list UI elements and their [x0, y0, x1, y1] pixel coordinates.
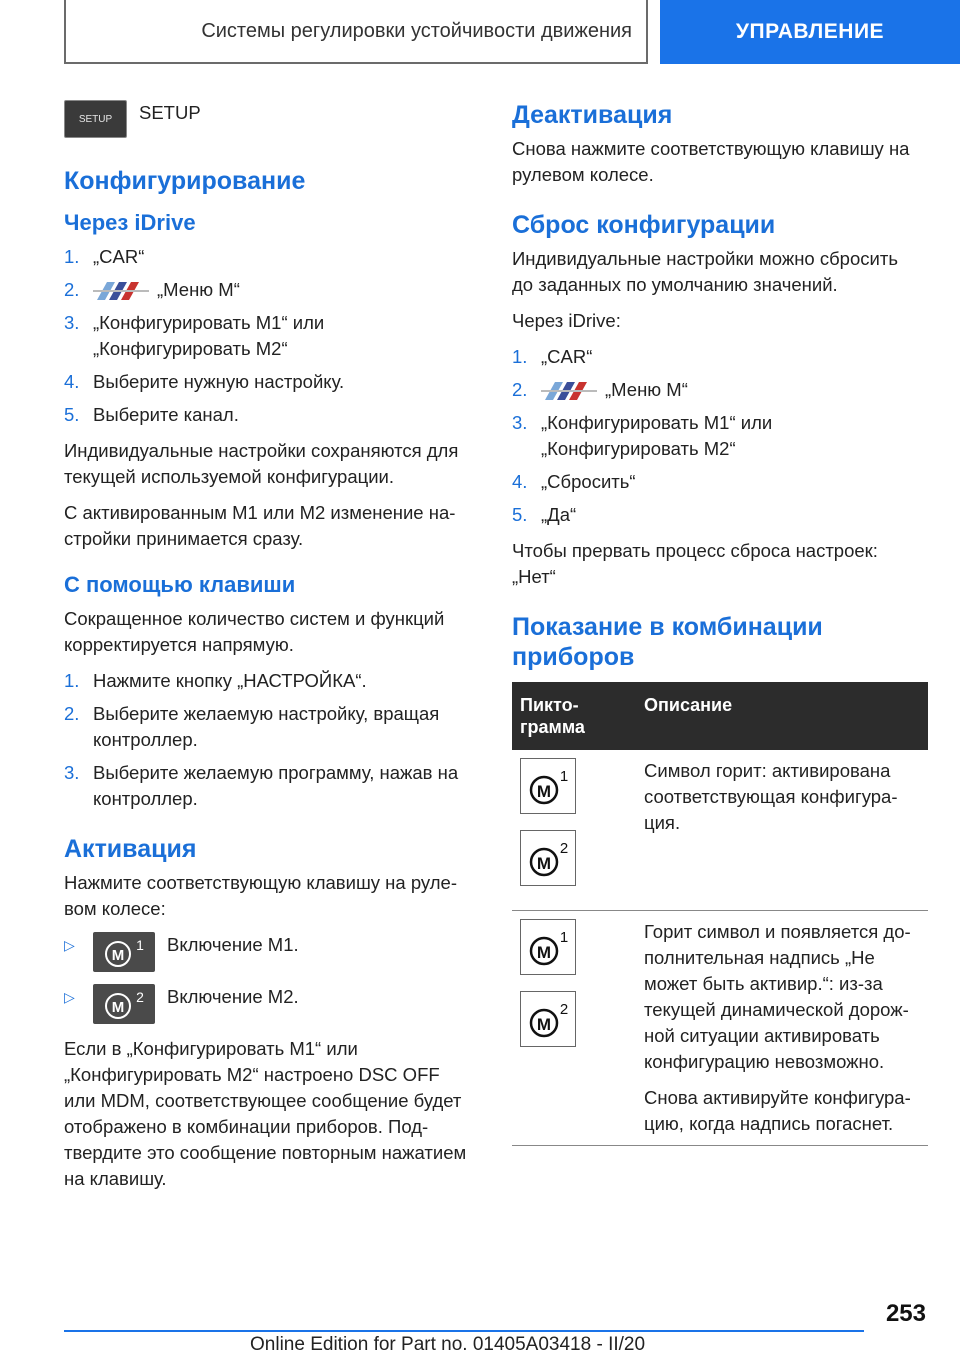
setup-label: SETUP: [139, 102, 201, 123]
paragraph: Индивидуальные настройки сохраняются для текущей используемой конфигурации.: [64, 440, 459, 487]
svg-text:M: M: [536, 854, 552, 873]
m2-pictogram-icon: [520, 991, 576, 1047]
paragraph: Чтобы прервать процесс сброса настроек: „Нет“: [512, 540, 878, 587]
heading-via-idrive: Через iDrive: [64, 210, 196, 235]
m-menu-icon: [541, 382, 597, 400]
heading-deactivation: Деактивация: [512, 101, 673, 129]
svg-text:M: M: [536, 782, 552, 801]
paragraph: Нажмите соответствующую клавишу на руле-вом колесе:: [64, 872, 457, 919]
svg-text:2: 2: [136, 989, 144, 1005]
list-item: 3. „Конфигурировать M1“ или „Конфигурировать M2“: [512, 412, 773, 459]
activate-m1-text: Включение M1.: [167, 934, 299, 955]
m2-key-icon: [93, 984, 155, 1024]
reset-steps-list: [512, 344, 924, 528]
left-column: [64, 100, 476, 1202]
list-item: 1. „CAR“: [64, 246, 145, 267]
setup-button-icon: SETUP: [64, 100, 127, 138]
footer-divider: [64, 1330, 864, 1332]
svg-text:M: M: [111, 947, 125, 964]
heading-configuration: Конфигурирование: [64, 167, 306, 195]
heading-reset: Сброс конфигурации: [512, 211, 776, 239]
table-cell-description: Снова активируйте конфигура-цию, когда надпись погаснет.: [644, 1087, 911, 1134]
triangle-bullet-icon: ▷: [64, 989, 75, 1005]
table-header-pictogram: Пикто-грамма: [512, 682, 636, 750]
paragraph: Через iDrive:: [512, 310, 621, 331]
table-header-description: Описание: [636, 682, 928, 750]
m2-pictogram-icon: [520, 830, 576, 886]
m1-pictogram-icon: [520, 919, 576, 975]
table-cell-description: Символ горит: активирована соответствующая конфигура-ция.: [636, 750, 928, 911]
svg-text:1: 1: [136, 937, 144, 953]
activate-m1-row: [64, 932, 476, 972]
svg-text:M: M: [111, 999, 125, 1016]
header-section-title: Системы регулировки устойчивости движения: [64, 0, 648, 64]
right-column: [512, 100, 924, 1146]
paragraph: Если в „Конфигурировать M1“ или „Конфигурировать M2“ настроено DSC OFF или MDM, соответствующее сообщение будет отображено в комбинации приборов. Под-твердите это сообщение повторным нажатием на клавишу.: [64, 1038, 467, 1189]
pictogram-table: [512, 682, 928, 1146]
footer-edition: Online Edition for Part no. 01405A03418 - II/20: [250, 1334, 646, 1355]
paragraph: С активированным M1 или M2 изменение на-стройки принимается сразу.: [64, 502, 456, 549]
svg-text:2: 2: [559, 1001, 569, 1018]
table-row: [512, 911, 928, 1146]
list-item: 5. „Да“: [512, 504, 577, 525]
list-item: 3. Выберите желаемую программу, нажав на контроллер.: [64, 762, 459, 809]
key-steps-list: [64, 668, 476, 812]
svg-text:1: 1: [559, 768, 569, 785]
table-header-row: [512, 682, 928, 750]
header-chapter: УПРАВЛЕНИЕ: [660, 0, 960, 64]
paragraph: Снова нажмите соответствующую клавишу на рулевом колесе.: [512, 138, 910, 185]
heading-instrument-display: Показание в комбинации приборов: [512, 613, 823, 671]
paragraph: Индивидуальные настройки можно сбросить до заданных по умолчанию значений.: [512, 248, 898, 295]
svg-text:M: M: [536, 943, 552, 962]
m-menu-icon: [93, 282, 149, 300]
list-item: 3. „Конфигурировать M1“ или „Конфигурировать M2“: [64, 312, 325, 359]
heading-via-key: С помощью клавиши: [64, 572, 296, 597]
activate-m2-text: Включение M2.: [167, 986, 299, 1007]
list-item: 2. Выберите желаемую настройку, вращая контроллер.: [64, 703, 440, 750]
list-item: 4. Выберите нужную настройку.: [64, 371, 345, 392]
paragraph: Сокращенное количество систем и функций корректируется напрямую.: [64, 608, 445, 655]
list-item: 1. Нажмите кнопку „НАСТРОЙКА“.: [64, 670, 367, 691]
setup-row: [64, 100, 476, 138]
heading-activation: Активация: [64, 835, 197, 863]
list-item: 2. „Меню M“: [512, 379, 688, 400]
triangle-bullet-icon: ▷: [64, 937, 75, 953]
svg-text:2: 2: [559, 840, 569, 857]
list-item: 2. „Меню M“: [64, 279, 240, 300]
m1-key-icon: [93, 932, 155, 972]
list-item: 5. Выберите канал.: [64, 404, 239, 425]
list-item: 1. „CAR“: [512, 346, 593, 367]
svg-text:M: M: [536, 1015, 552, 1034]
m1-pictogram-icon: [520, 758, 576, 814]
table-cell-description: Горит символ и появляется до-полнительная надпись „Не может быть активир.“: из-за текущей динамической дорож-ной ситуации активировать конфигурацию невозможно.: [644, 921, 911, 1072]
svg-text:1: 1: [559, 929, 569, 946]
idrive-steps-list: [64, 244, 476, 428]
table-row: [512, 750, 928, 911]
page-number: 253: [885, 1300, 926, 1327]
list-item: 4. „Сбросить“: [512, 471, 636, 492]
activate-m2-row: [64, 984, 476, 1024]
